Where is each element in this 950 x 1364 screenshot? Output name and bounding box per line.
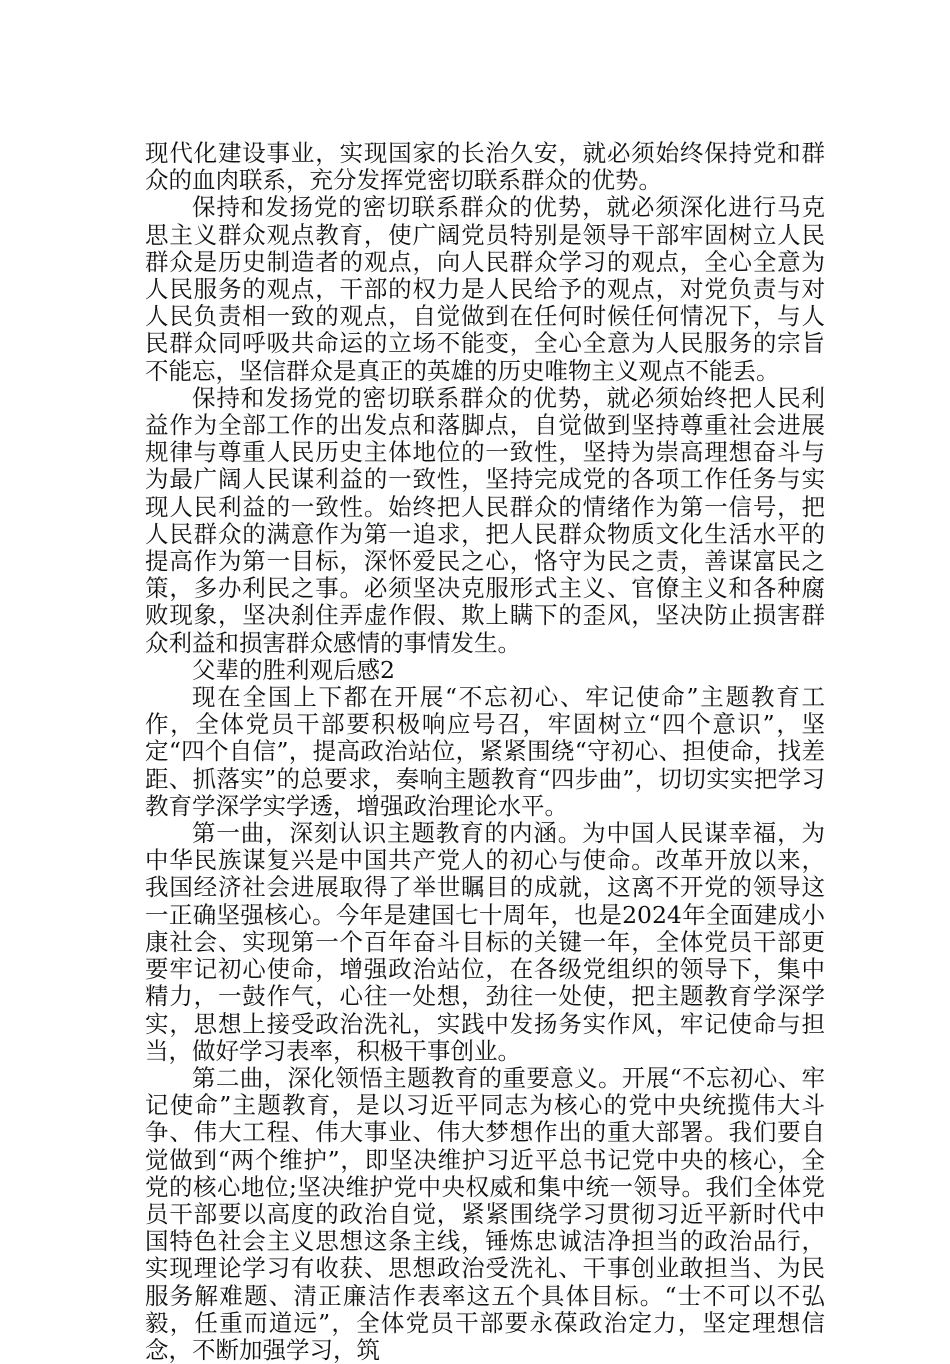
- paragraph-people-interest: 保持和发扬党的密切联系群众的优势，就必须始终把人民利益作为全部工作的出发点和落脚点，自觉做到坚持尊重社会进展规律与尊重人民历史主体地位的一致性，坚持为崇高理想奋斗与为最广阔人民谋利益的一致性，坚持完成党的各项工作任务与实现人民利益的一致性。始终把人民群众的情绪作为第一信号，把人民群众的满意作为第一追求，把人民群众物质文化生活水平的提高作为第一目标，深怀爱民之心，恪守为民之责，善谋富民之策，多办利民之事。必须坚决克服形式主义、官僚主义和各种腐败现象，坚决刹住弄虚作假、欺上瞒下的歪风，坚决防止损害群众利益和损害群众感情的事情发生。: [145, 383, 825, 657]
- paragraph-mass-viewpoint: 保持和发扬党的密切联系群众的优势，就必须深化进行马克思主义群众观点教育，使广阔党员特别是领导干部牢固树立人民群众是历史制造者的观点，向人民群众学习的观点，全心全意为人民服务的观点，干部的权力是人民给予的观点，对党负责与对人民负责相一致的观点，自觉做到在任何时候任何情况下，与人民群众同呼吸共命运的立场不能变，全心全意为人民服务的宗旨不能忘，坚信群众是真正的英雄的历史唯物主义观点不能丢。: [145, 193, 825, 385]
- paragraph-second-movement: 第二曲，深化领悟主题教育的重要意义。开展“不忘初心、牢记使命”主题教育，是以习近平同志为核心的党中央统揽伟大斗争、伟大工程、伟大事业、伟大梦想作出的重大部署。我们要自觉做到“两个维护”，即坚决维护习近平总书记党中央的核心，全党的核心地位;坚决维护党中央权威和集中统一领导。我们全体党员干部要以高度的政治自觉，紧紧围绕学习贯彻习近平新时代中国特色社会主义思想这条主线，锤炼忠诚洁净担当的政治品行，实现理论学习有收获、思想政治受洗礼、干事创业敢担当、为民服务解难题、清正廉洁作表率这五个具体目标。“士不可以不弘毅，任重而道远”，全体党员干部要永葆政治定力，坚定理想信念，不断加强学习，筑: [145, 1063, 825, 1364]
- document-page: [145, 140, 825, 1364]
- paragraph-theme-education: 现在全国上下都在开展“不忘初心、牢记使命”主题教育工作，全体党员干部要积极响应号召，牢固树立“四个意识”，坚定“四个自信”，提高政治站位，紧紧围绕“守初心、担使命，找差距、抓落实”的总要求，奏响主题教育“四步曲”，切切实实把学习教育学深学实学透，增强政治理论水平。: [145, 683, 825, 820]
- section-heading: 父辈的胜利观后感2: [192, 655, 395, 684]
- paragraph-first-movement: 第一曲，深刻认识主题教育的内涵。为中国人民谋幸福，为中华民族谋复兴是中国共产党人的初心与使命。改革开放以来，我国经济社会进展取得了举世瞩目的成就，这离不开党的领导这一正确坚强核心。今年是建国七十周年，也是2024年全面建成小康社会、实现第一个百年奋斗目标的关键一年，全体党员干部更要牢记初心使命，增强政治站位，在各级党组织的领导下，集中精力，一鼓作气，心往一处想，劲往一处使，把主题教育学深学实，思想上接受政治洗礼，实践中发扬务实作风，牢记使命与担当，做好学习表率，积极干事创业。: [145, 819, 825, 1065]
- paragraph-continued: 现代化建设事业，实现国家的长治久安，就必须始终保持党和群众的血肉联系，充分发挥党密切联系群众的优势。: [145, 139, 825, 195]
